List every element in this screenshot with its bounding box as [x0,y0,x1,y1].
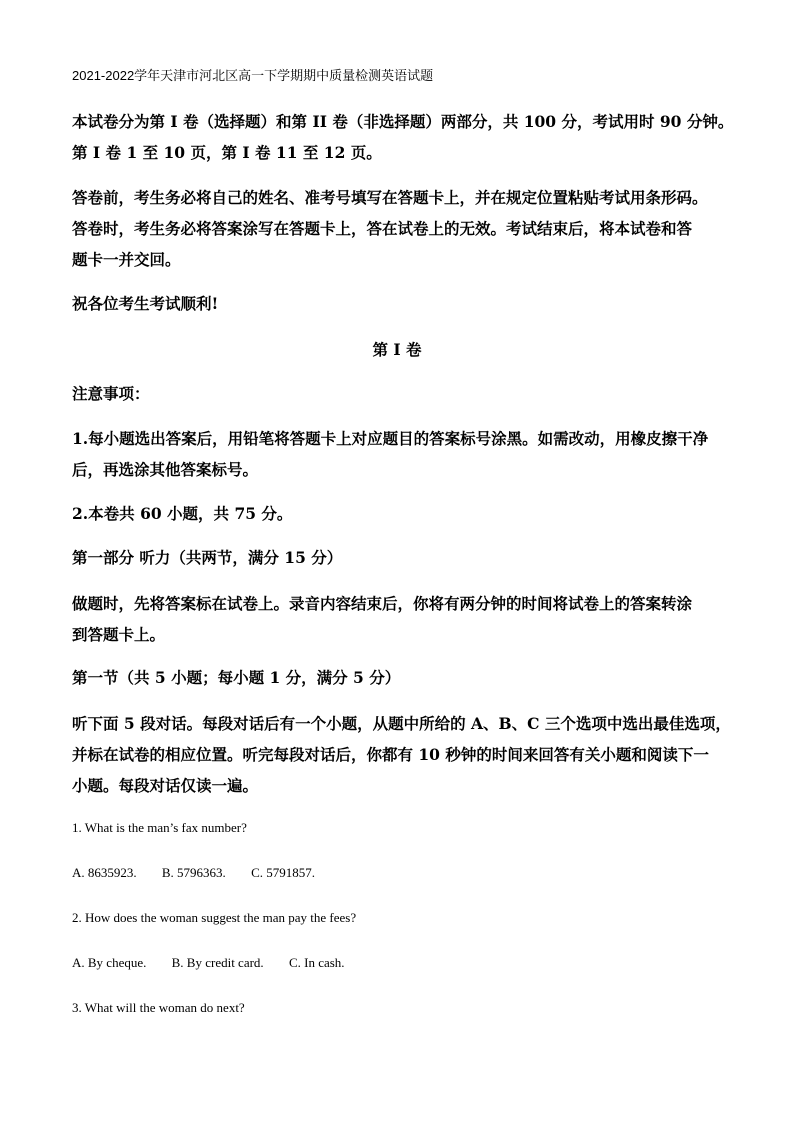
wish-text: 祝各位考生考试顺利! [72,294,219,313]
before-exam-line: 题卡一并交回。 [72,250,181,269]
question-3: 3. What will the woman do next? [72,1000,245,1015]
notes-heading: 注意事项： [72,384,150,403]
question-1: 1. What is the man’s fax number? [72,820,247,835]
section1-instructions [72,708,731,801]
option-a: A. By cheque. [72,955,147,970]
intro-line: 第 I 卷 1 至 10 页，第 I 卷 11 至 12 页。 [72,143,382,162]
part1-instructions-line: 到答题卡上。 [72,625,166,644]
intro-paragraph [72,106,734,168]
section1-instructions-line: 并标在试卷的相应位置。听完每段对话后，你都有 10 秒钟的时间来回答有关小题和阅读下一 [72,745,709,764]
option-b: B. By credit card. [171,955,264,970]
part1-instructions [72,588,724,650]
section1-instructions-line: 小题。每段对话仅读一遍。 [72,776,259,795]
document-title: 2021-2022学年天津市河北区高一下学期期中质量检测英语试题 [72,68,434,83]
note-1-line: 后，再选涂其他答案标号。 [72,460,259,479]
part1-heading: 第一部分 听力（共两节，满分 15 分） [72,548,343,567]
note-1-line: 1.每小题选出答案后，用铅笔将答题卡上对应题目的答案标号涂黑。如需改动，用橡皮擦干净 [72,429,709,448]
before-exam-paragraph [72,182,724,275]
before-exam-line: 答卷前，考生务必将自己的姓名、准考号填写在答题卡上，并在规定位置粘贴考试用条形码。 [72,188,708,207]
note-2: 2.本卷共 60 小题，共 75 分。 [72,504,293,523]
section1-instructions-line: 听下面 5 段对话。每段对话后有一个小题，从题中所给的 A、B、C 三个选项中选出最佳选项， [72,714,731,733]
question-1-options [72,864,337,882]
section1-heading: 第一节（共 5 小题；每小题 1 分，满分 5 分） [72,668,401,687]
option-a: A. 8635923. [72,865,137,880]
note-1 [72,423,724,485]
intro-line: 本试卷分为第 I 卷（选择题）和第 II 卷（非选择题）两部分，共 100 分，考试用时 90 分钟。 [72,112,734,131]
option-c: C. In cash. [288,955,345,970]
before-exam-line: 答卷时，考生务必将答案涂写在答题卡上，答在试卷上的无效。考试结束后，将本试卷和答 [72,219,693,238]
part1-instructions-line: 做题时，先将答案标在试卷上。录音内容结束后，你将有两分钟的时间将试卷上的答案转涂 [72,594,693,613]
option-c: C. 5791857. [251,865,315,880]
question-2-options [72,954,367,972]
option-b: B. 5796363. [161,865,226,880]
question-2: 2. How does the woman suggest the man pay the fees? [72,910,357,925]
volume-title: 第 I 卷 [372,340,422,359]
